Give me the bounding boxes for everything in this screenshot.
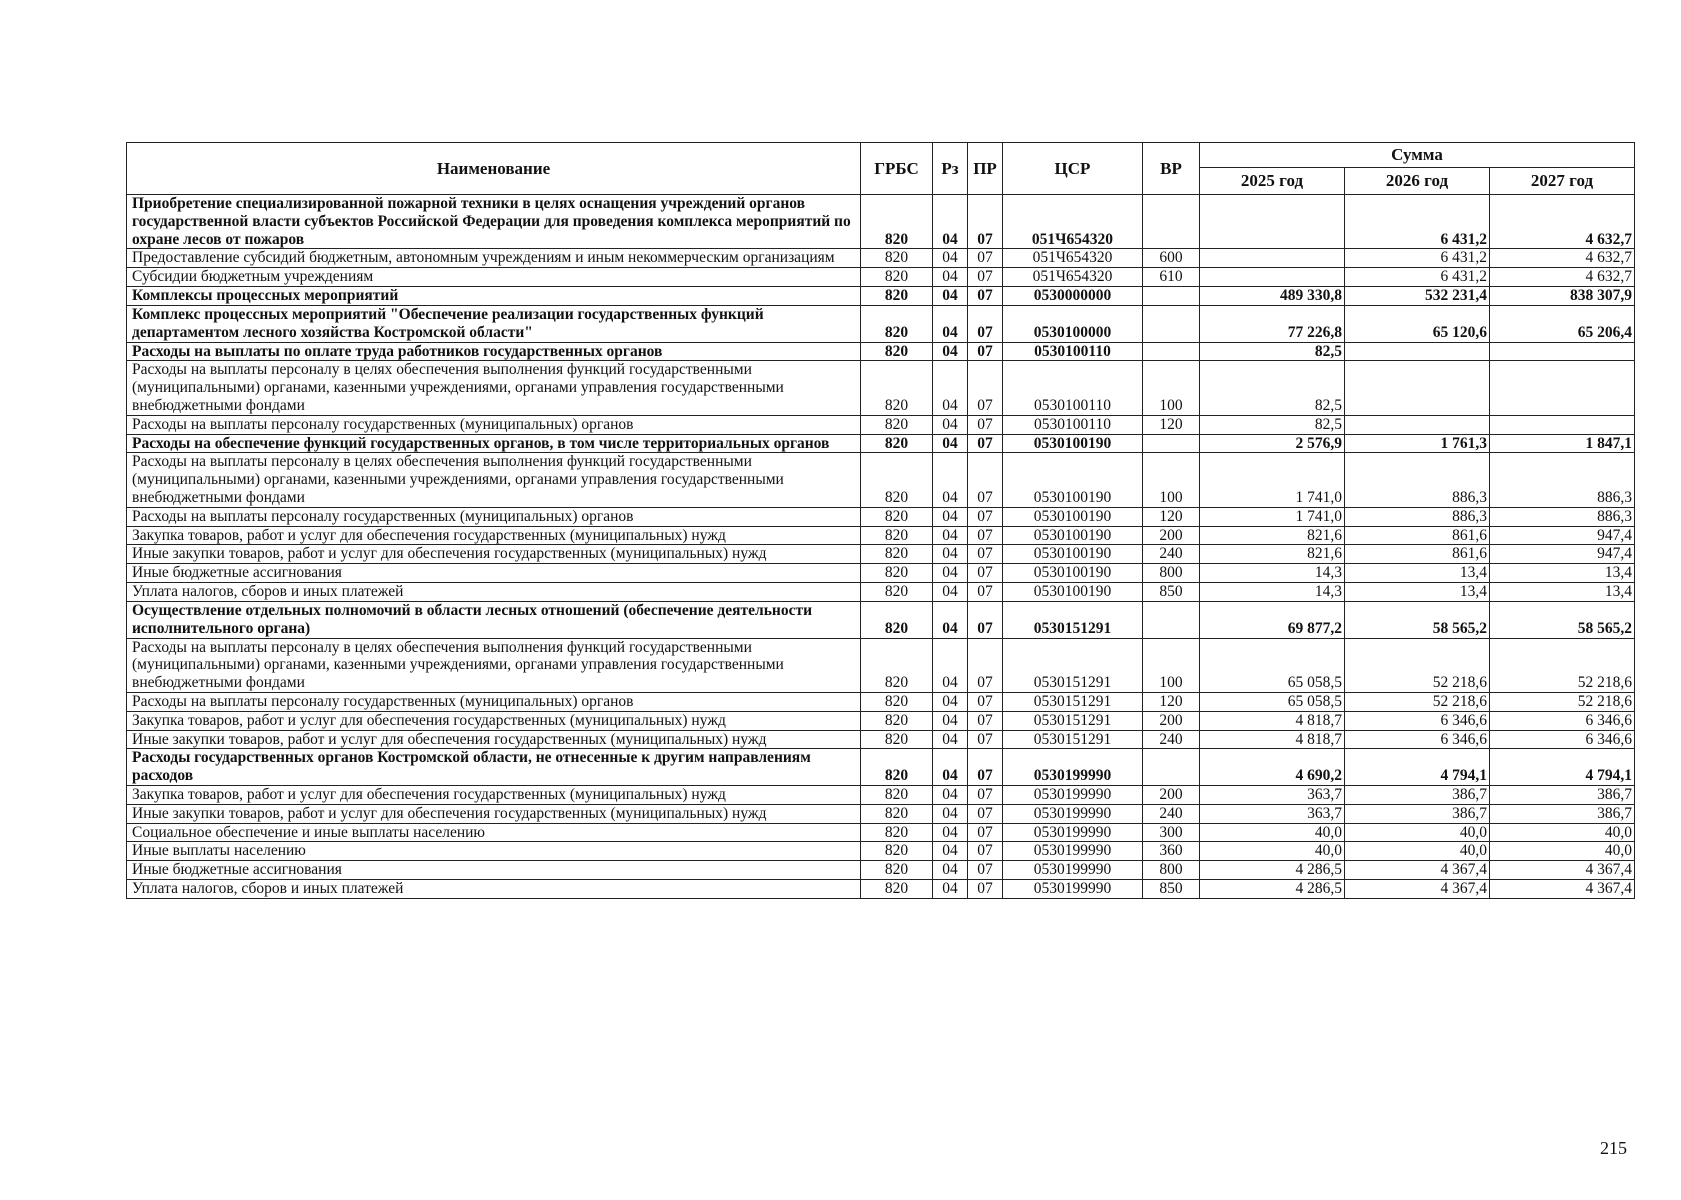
cell-sum-2026 [1345,361,1490,415]
cell-pr: 07 [968,453,1003,507]
cell-sum-2027: 13,4 [1490,583,1635,602]
cell-csr: 0530100190 [1003,507,1143,526]
cell-rz: 04 [933,749,968,786]
cell-sum-2027: 386,7 [1490,786,1635,805]
cell-vr: 100 [1143,361,1200,415]
cell-grbs: 820 [861,880,933,899]
cell-name: Предоставление субсидий бюджетным, автономным учреждениям и иным некоммерческим организациям [127,249,861,268]
cell-pr: 07 [968,526,1003,545]
table-row [127,434,1635,453]
table-row [127,507,1635,526]
cell-sum-2026: 65 120,6 [1345,305,1490,342]
table-row [127,786,1635,805]
cell-csr: 0530100190 [1003,453,1143,507]
cell-pr: 07 [968,692,1003,711]
cell-name: Расходы на выплаты персоналу в целях обеспечения выполнения функций государственными (муниципальными) органами, казенными учреждениями, органами управления государственными внебюджетными фондами [127,638,861,692]
cell-sum-2027: 947,4 [1490,545,1635,564]
cell-sum-2026: 13,4 [1345,583,1490,602]
cell-pr: 07 [968,507,1003,526]
cell-grbs: 820 [861,434,933,453]
cell-sum-2026: 532 231,4 [1345,287,1490,306]
cell-name: Иные закупки товаров, работ и услуг для обеспечения государственных (муниципальных) нужд [127,730,861,749]
cell-name: Расходы на выплаты персоналу в целях обеспечения выполнения функций государственными (муниципальными) органами, казенными учреждениями, органами управления государственными внебюджетными фондами [127,361,861,415]
cell-pr: 07 [968,861,1003,880]
cell-rz: 04 [933,287,968,306]
cell-name: Иные бюджетные ассигнования [127,564,861,583]
cell-sum-2027 [1490,415,1635,434]
cell-grbs: 820 [861,692,933,711]
cell-name: Комплексы процессных мероприятий [127,287,861,306]
cell-rz: 04 [933,249,968,268]
cell-vr: 120 [1143,692,1200,711]
cell-rz: 04 [933,564,968,583]
cell-grbs: 820 [861,804,933,823]
cell-grbs: 820 [861,415,933,434]
cell-vr: 850 [1143,880,1200,899]
cell-rz: 04 [933,268,968,287]
cell-csr: 0530100190 [1003,434,1143,453]
cell-sum-2027: 65 206,4 [1490,305,1635,342]
table-row [127,305,1635,342]
header-grbs: ГРБС [861,143,933,195]
cell-sum-2026: 386,7 [1345,804,1490,823]
table-row [127,842,1635,861]
header-pr: ПР [968,143,1003,195]
table-row [127,342,1635,361]
header-year-2026: 2026 год [1345,168,1490,195]
table-row [127,861,1635,880]
cell-pr: 07 [968,842,1003,861]
cell-grbs: 820 [861,195,933,249]
cell-vr: 120 [1143,415,1200,434]
cell-name: Закупка товаров, работ и услуг для обеспечения государственных (муниципальных) нужд [127,526,861,545]
header-row-top [127,143,1635,168]
cell-pr: 07 [968,880,1003,899]
cell-pr: 07 [968,305,1003,342]
cell-name: Иные закупки товаров, работ и услуг для обеспечения государственных (муниципальных) нужд [127,545,861,564]
cell-vr: 800 [1143,564,1200,583]
cell-vr: 610 [1143,268,1200,287]
cell-csr: 0530100110 [1003,361,1143,415]
cell-csr: 0530100190 [1003,545,1143,564]
cell-csr: 0530199990 [1003,842,1143,861]
cell-sum-2025: 4 286,5 [1200,880,1345,899]
cell-rz: 04 [933,692,968,711]
cell-vr [1143,434,1200,453]
cell-sum-2026: 52 218,6 [1345,692,1490,711]
table-row [127,638,1635,692]
cell-sum-2025: 82,5 [1200,342,1345,361]
header-rz: Рз [933,143,968,195]
table-header [127,143,1635,195]
cell-sum-2026: 886,3 [1345,507,1490,526]
cell-pr: 07 [968,730,1003,749]
cell-sum-2025: 14,3 [1200,583,1345,602]
cell-csr: 0530100110 [1003,415,1143,434]
cell-sum-2025 [1200,195,1345,249]
table-row [127,287,1635,306]
cell-csr: 051Ч654320 [1003,195,1143,249]
cell-grbs: 820 [861,601,933,638]
table-row [127,545,1635,564]
table-row [127,361,1635,415]
cell-sum-2027: 4 632,7 [1490,249,1635,268]
header-name: Наименование [127,143,861,195]
cell-grbs: 820 [861,453,933,507]
cell-vr: 240 [1143,804,1200,823]
cell-pr: 07 [968,583,1003,602]
cell-pr: 07 [968,823,1003,842]
cell-sum-2025: 65 058,5 [1200,692,1345,711]
cell-sum-2027 [1490,342,1635,361]
cell-rz: 04 [933,861,968,880]
cell-sum-2025: 1 741,0 [1200,507,1345,526]
cell-grbs: 820 [861,583,933,602]
cell-vr: 100 [1143,638,1200,692]
cell-sum-2026: 40,0 [1345,842,1490,861]
cell-sum-2027: 58 565,2 [1490,601,1635,638]
cell-csr: 0530199990 [1003,749,1143,786]
cell-sum-2025: 363,7 [1200,804,1345,823]
cell-csr: 0530151291 [1003,638,1143,692]
table-row [127,880,1635,899]
cell-name: Расходы на выплаты персоналу государственных (муниципальных) органов [127,692,861,711]
cell-rz: 04 [933,880,968,899]
cell-vr: 850 [1143,583,1200,602]
header-vr: ВР [1143,143,1200,195]
cell-sum-2026: 1 761,3 [1345,434,1490,453]
cell-sum-2027: 4 632,7 [1490,195,1635,249]
cell-pr: 07 [968,268,1003,287]
cell-csr: 0530151291 [1003,711,1143,730]
cell-sum-2025: 363,7 [1200,786,1345,805]
cell-vr: 600 [1143,249,1200,268]
cell-name: Комплекс процессных мероприятий "Обеспечение реализации государственных функций департаментом лесного хозяйства Костромской области" [127,305,861,342]
cell-pr: 07 [968,638,1003,692]
cell-sum-2027: 52 218,6 [1490,638,1635,692]
table-body [127,195,1635,899]
cell-rz: 04 [933,638,968,692]
cell-name: Субсидии бюджетным учреждениям [127,268,861,287]
cell-name: Расходы на выплаты по оплате труда работников государственных органов [127,342,861,361]
cell-vr [1143,342,1200,361]
cell-sum-2027: 886,3 [1490,507,1635,526]
cell-sum-2026: 40,0 [1345,823,1490,842]
table-row [127,730,1635,749]
page-number: 215 [1600,1138,1627,1158]
cell-vr: 200 [1143,526,1200,545]
cell-pr: 07 [968,195,1003,249]
cell-sum-2027: 4 794,1 [1490,749,1635,786]
cell-rz: 04 [933,583,968,602]
cell-vr [1143,601,1200,638]
table-row [127,526,1635,545]
table-row [127,749,1635,786]
cell-rz: 04 [933,305,968,342]
cell-sum-2025: 14,3 [1200,564,1345,583]
cell-sum-2026 [1345,415,1490,434]
cell-csr: 0530199990 [1003,786,1143,805]
cell-name: Расходы государственных органов Костромской области, не отнесенные к другим направлениям расходов [127,749,861,786]
cell-rz: 04 [933,823,968,842]
cell-sum-2027: 1 847,1 [1490,434,1635,453]
cell-pr: 07 [968,434,1003,453]
cell-sum-2026: 861,6 [1345,526,1490,545]
cell-csr: 0530199990 [1003,804,1143,823]
cell-rz: 04 [933,507,968,526]
table-row [127,823,1635,842]
table-row [127,195,1635,249]
header-year-2025: 2025 год [1200,168,1345,195]
cell-name: Социальное обеспечение и иные выплаты населению [127,823,861,842]
cell-csr: 0530100110 [1003,342,1143,361]
cell-sum-2027 [1490,361,1635,415]
cell-grbs: 820 [861,287,933,306]
cell-grbs: 820 [861,842,933,861]
cell-name: Расходы на выплаты персоналу в целях обеспечения выполнения функций государственными (муниципальными) органами, казенными учреждениями, органами управления государственными внебюджетными фондами [127,453,861,507]
cell-rz: 04 [933,804,968,823]
cell-rz: 04 [933,842,968,861]
cell-csr: 0530151291 [1003,601,1143,638]
cell-vr [1143,305,1200,342]
cell-sum-2027: 4 367,4 [1490,861,1635,880]
table-row [127,711,1635,730]
cell-vr: 800 [1143,861,1200,880]
cell-sum-2027: 4 367,4 [1490,880,1635,899]
cell-name: Уплата налогов, сборов и иных платежей [127,880,861,899]
cell-sum-2025 [1200,249,1345,268]
table-row [127,564,1635,583]
cell-sum-2025: 4 818,7 [1200,711,1345,730]
table-row [127,415,1635,434]
cell-sum-2025: 821,6 [1200,545,1345,564]
cell-vr: 200 [1143,786,1200,805]
cell-grbs: 820 [861,730,933,749]
cell-sum-2027: 40,0 [1490,842,1635,861]
cell-name: Расходы на выплаты персоналу государственных (муниципальных) органов [127,507,861,526]
cell-sum-2025: 4 818,7 [1200,730,1345,749]
cell-grbs: 820 [861,342,933,361]
cell-name: Расходы на обеспечение функций государственных органов, в том числе территориальных органов [127,434,861,453]
cell-vr [1143,749,1200,786]
cell-name: Осуществление отдельных полномочий в области лесных отношений (обеспечение деятельности исполнительного органа) [127,601,861,638]
cell-sum-2026: 6 431,2 [1345,195,1490,249]
cell-grbs: 820 [861,749,933,786]
cell-sum-2026: 861,6 [1345,545,1490,564]
cell-pr: 07 [968,249,1003,268]
table-row [127,692,1635,711]
cell-rz: 04 [933,434,968,453]
cell-sum-2025: 489 330,8 [1200,287,1345,306]
cell-sum-2026 [1345,342,1490,361]
cell-sum-2026: 6 346,6 [1345,730,1490,749]
cell-sum-2026: 52 218,6 [1345,638,1490,692]
cell-name: Закупка товаров, работ и услуг для обеспечения государственных (муниципальных) нужд [127,711,861,730]
cell-pr: 07 [968,545,1003,564]
cell-vr: 300 [1143,823,1200,842]
cell-vr [1143,287,1200,306]
cell-pr: 07 [968,415,1003,434]
cell-grbs: 820 [861,711,933,730]
cell-grbs: 820 [861,526,933,545]
cell-grbs: 820 [861,507,933,526]
cell-grbs: 820 [861,638,933,692]
table-row [127,249,1635,268]
cell-sum-2026: 6 431,2 [1345,268,1490,287]
cell-sum-2026: 6 431,2 [1345,249,1490,268]
cell-grbs: 820 [861,564,933,583]
cell-sum-2025: 82,5 [1200,415,1345,434]
cell-csr: 0530199990 [1003,823,1143,842]
cell-sum-2026: 4 367,4 [1345,880,1490,899]
cell-sum-2025: 2 576,9 [1200,434,1345,453]
cell-grbs: 820 [861,823,933,842]
cell-grbs: 820 [861,268,933,287]
cell-grbs: 820 [861,305,933,342]
table-row [127,601,1635,638]
cell-sum-2025: 4 690,2 [1200,749,1345,786]
table-row [127,583,1635,602]
cell-name: Иные закупки товаров, работ и услуг для обеспечения государственных (муниципальных) нужд [127,804,861,823]
cell-pr: 07 [968,804,1003,823]
cell-pr: 07 [968,749,1003,786]
cell-csr: 0530151291 [1003,730,1143,749]
cell-sum-2026: 4 794,1 [1345,749,1490,786]
cell-sum-2025: 821,6 [1200,526,1345,545]
budget-table [126,142,1635,899]
cell-csr: 0530100190 [1003,583,1143,602]
cell-grbs: 820 [861,861,933,880]
cell-rz: 04 [933,711,968,730]
cell-rz: 04 [933,526,968,545]
cell-vr: 240 [1143,730,1200,749]
cell-name: Иные выплаты населению [127,842,861,861]
cell-rz: 04 [933,545,968,564]
cell-csr: 0530151291 [1003,692,1143,711]
cell-csr: 0530199990 [1003,861,1143,880]
cell-grbs: 820 [861,545,933,564]
cell-rz: 04 [933,342,968,361]
cell-sum-2027: 52 218,6 [1490,692,1635,711]
cell-pr: 07 [968,786,1003,805]
cell-sum-2026: 886,3 [1345,453,1490,507]
cell-sum-2027: 6 346,6 [1490,730,1635,749]
cell-rz: 04 [933,195,968,249]
cell-rz: 04 [933,361,968,415]
cell-sum-2027: 4 632,7 [1490,268,1635,287]
cell-rz: 04 [933,786,968,805]
cell-sum-2025: 77 226,8 [1200,305,1345,342]
cell-name: Закупка товаров, работ и услуг для обеспечения государственных (муниципальных) нужд [127,786,861,805]
cell-sum-2026: 13,4 [1345,564,1490,583]
cell-sum-2027: 6 346,6 [1490,711,1635,730]
cell-pr: 07 [968,342,1003,361]
cell-pr: 07 [968,564,1003,583]
cell-csr: 051Ч654320 [1003,249,1143,268]
cell-vr: 360 [1143,842,1200,861]
cell-vr: 120 [1143,507,1200,526]
cell-sum-2027: 886,3 [1490,453,1635,507]
cell-csr: 0530000000 [1003,287,1143,306]
cell-rz: 04 [933,415,968,434]
cell-grbs: 820 [861,786,933,805]
cell-vr [1143,195,1200,249]
cell-name: Уплата налогов, сборов и иных платежей [127,583,861,602]
cell-sum-2025: 82,5 [1200,361,1345,415]
cell-sum-2027: 947,4 [1490,526,1635,545]
table-row [127,268,1635,287]
cell-pr: 07 [968,711,1003,730]
cell-rz: 04 [933,730,968,749]
cell-sum-2027: 13,4 [1490,564,1635,583]
cell-pr: 07 [968,287,1003,306]
cell-csr: 051Ч654320 [1003,268,1143,287]
cell-csr: 0530199990 [1003,880,1143,899]
cell-sum-2026: 6 346,6 [1345,711,1490,730]
cell-sum-2025: 40,0 [1200,823,1345,842]
table-row [127,804,1635,823]
header-sum: Сумма [1200,143,1635,168]
cell-sum-2027: 386,7 [1490,804,1635,823]
cell-csr: 0530100190 [1003,526,1143,545]
cell-name: Приобретение специализированной пожарной техники в целях оснащения учреждений органов государственной власти субъектов Российской Федерации для проведения комплекса мероприятий по охране лесов от пожаров [127,195,861,249]
cell-sum-2026: 4 367,4 [1345,861,1490,880]
header-csr: ЦСР [1003,143,1143,195]
cell-csr: 0530100000 [1003,305,1143,342]
cell-sum-2025: 69 877,2 [1200,601,1345,638]
cell-sum-2027: 40,0 [1490,823,1635,842]
cell-vr: 100 [1143,453,1200,507]
cell-pr: 07 [968,361,1003,415]
header-year-2027: 2027 год [1490,168,1635,195]
cell-rz: 04 [933,601,968,638]
table-row [127,453,1635,507]
cell-sum-2026: 58 565,2 [1345,601,1490,638]
cell-vr: 200 [1143,711,1200,730]
cell-vr: 240 [1143,545,1200,564]
cell-sum-2025: 1 741,0 [1200,453,1345,507]
cell-grbs: 820 [861,249,933,268]
cell-sum-2025 [1200,268,1345,287]
cell-pr: 07 [968,601,1003,638]
cell-grbs: 820 [861,361,933,415]
cell-sum-2026: 386,7 [1345,786,1490,805]
cell-name: Расходы на выплаты персоналу государственных (муниципальных) органов [127,415,861,434]
cell-sum-2027: 838 307,9 [1490,287,1635,306]
cell-sum-2025: 65 058,5 [1200,638,1345,692]
cell-sum-2025: 4 286,5 [1200,861,1345,880]
cell-rz: 04 [933,453,968,507]
cell-name: Иные бюджетные ассигнования [127,861,861,880]
cell-csr: 0530100190 [1003,564,1143,583]
cell-sum-2025: 40,0 [1200,842,1345,861]
